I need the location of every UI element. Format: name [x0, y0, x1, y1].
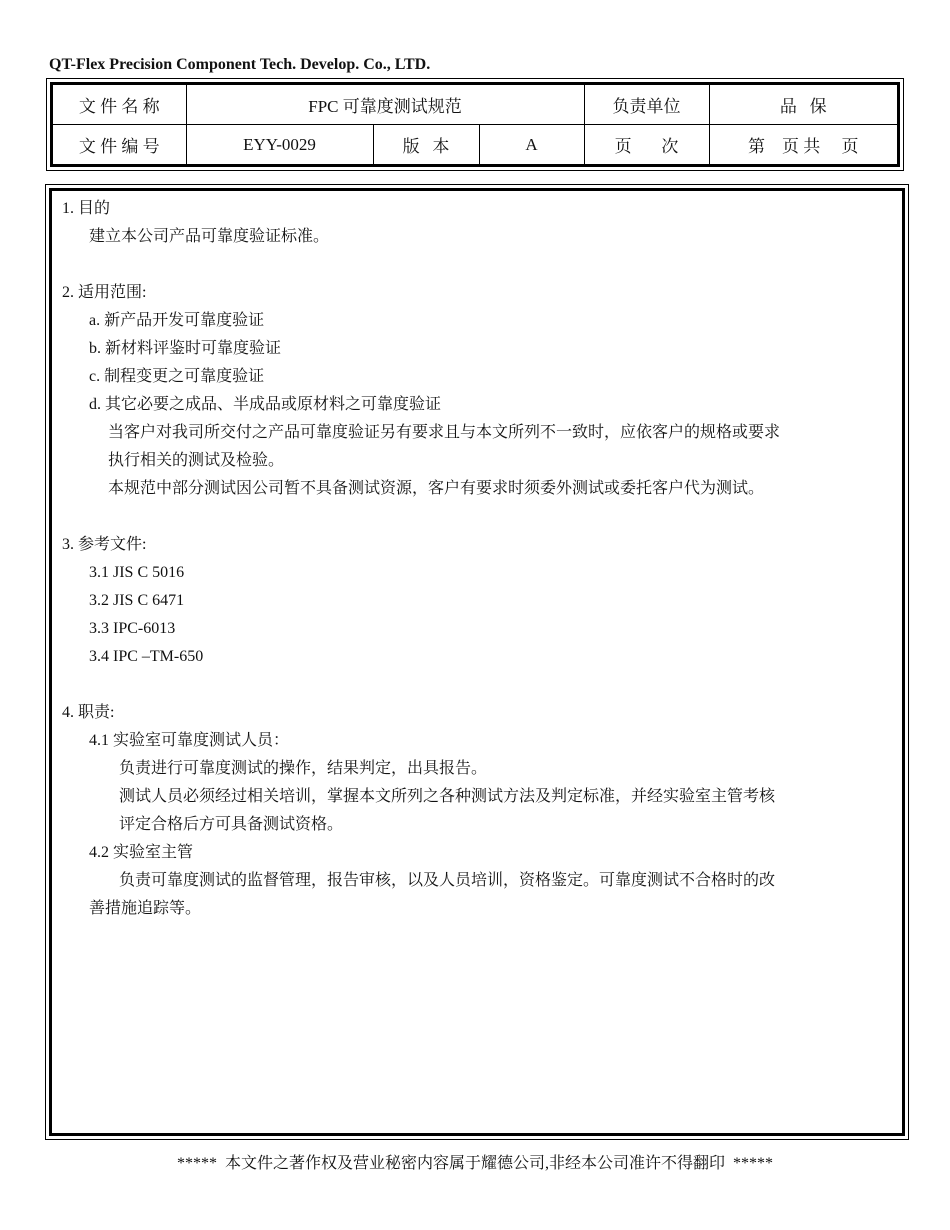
section-2-title: 2. 适用范围:: [62, 284, 147, 301]
scope-note-line-1: 当客户对我司所交付之产品可靠度验证另有要求且与本文所列不一致时，应依客户的规格或要求: [108, 424, 781, 441]
section-4-title: 4. 职责:: [62, 704, 115, 721]
version-label: 版 本: [373, 125, 479, 165]
scope-item-b: b. 新材料评鉴时可靠度验证: [89, 340, 282, 357]
doc-no-label: 文 件 编 号: [53, 125, 186, 165]
duty-4-1-line-3: 评定合格后方可具备测试资格。: [119, 816, 344, 833]
scope-note-line-2: 执行相关的测试及检验。: [108, 452, 285, 469]
doc-name-value: FPC 可靠度测试规范: [186, 85, 584, 125]
company-name: QT-Flex Precision Component Tech. Develop. Co., LTD.: [49, 56, 431, 73]
doc-no-value: EYY-0029: [186, 125, 373, 165]
scope-item-c: c. 制程变更之可靠度验证: [89, 368, 265, 385]
duty-4-1-title: 4.1 实验室可靠度测试人员：: [89, 732, 290, 749]
reference-3: 3.3 IPC-6013: [89, 620, 176, 637]
section-3-title: 3. 参考文件:: [62, 536, 147, 553]
section-1-title: 1. 目的: [62, 200, 111, 217]
dept-label: 负责单位: [584, 85, 709, 125]
duty-4-2-title: 4.2 实验室主管: [89, 844, 194, 861]
reference-1: 3.1 JIS C 5016: [89, 564, 185, 581]
scope-note-2: 本规范中部分测试因公司暂不具备测试资源，客户有要求时须委外测试或委托客户代为测试。: [108, 480, 765, 497]
copyright-footer: ***** 本文件之著作权及营业秘密内容属于耀德公司,非经本公司准许不得翻印 *****: [176, 1155, 773, 1172]
scope-item-a: a. 新产品开发可靠度验证: [89, 312, 265, 329]
scope-item-d: d. 其它必要之成品、半成品或原材料之可靠度验证: [89, 396, 442, 413]
document-body: [62, 195, 892, 923]
reference-2: 3.2 JIS C 6471: [89, 592, 185, 609]
header-table: [53, 85, 897, 164]
duty-4-1-line-2: 测试人员必须经过相关培训，掌握本文所列之各种测试方法及判定标准，并经实验室主管考核: [119, 788, 776, 805]
doc-name-label: 文 件 名 称: [53, 85, 186, 125]
duty-4-2-line-1: 负责可靠度测试的监督管理，报告审核，以及人员培训，资格鉴定。可靠度测试不合格时的改: [119, 872, 776, 889]
dept-value: 品 保: [709, 85, 897, 125]
page-label: 页 次: [584, 125, 709, 165]
document-header: [50, 82, 900, 167]
section-1-text: 建立本公司产品可靠度验证标准。: [89, 228, 330, 245]
version-value: A: [479, 125, 584, 165]
reference-4: 3.4 IPC –TM-650: [89, 648, 204, 665]
duty-4-1-line-1: 负责进行可靠度测试的操作，结果判定，出具报告。: [119, 760, 488, 777]
page-value: 第 页 共 页: [709, 125, 897, 165]
duty-4-2-line-2: 善措施追踪等。: [89, 900, 202, 917]
